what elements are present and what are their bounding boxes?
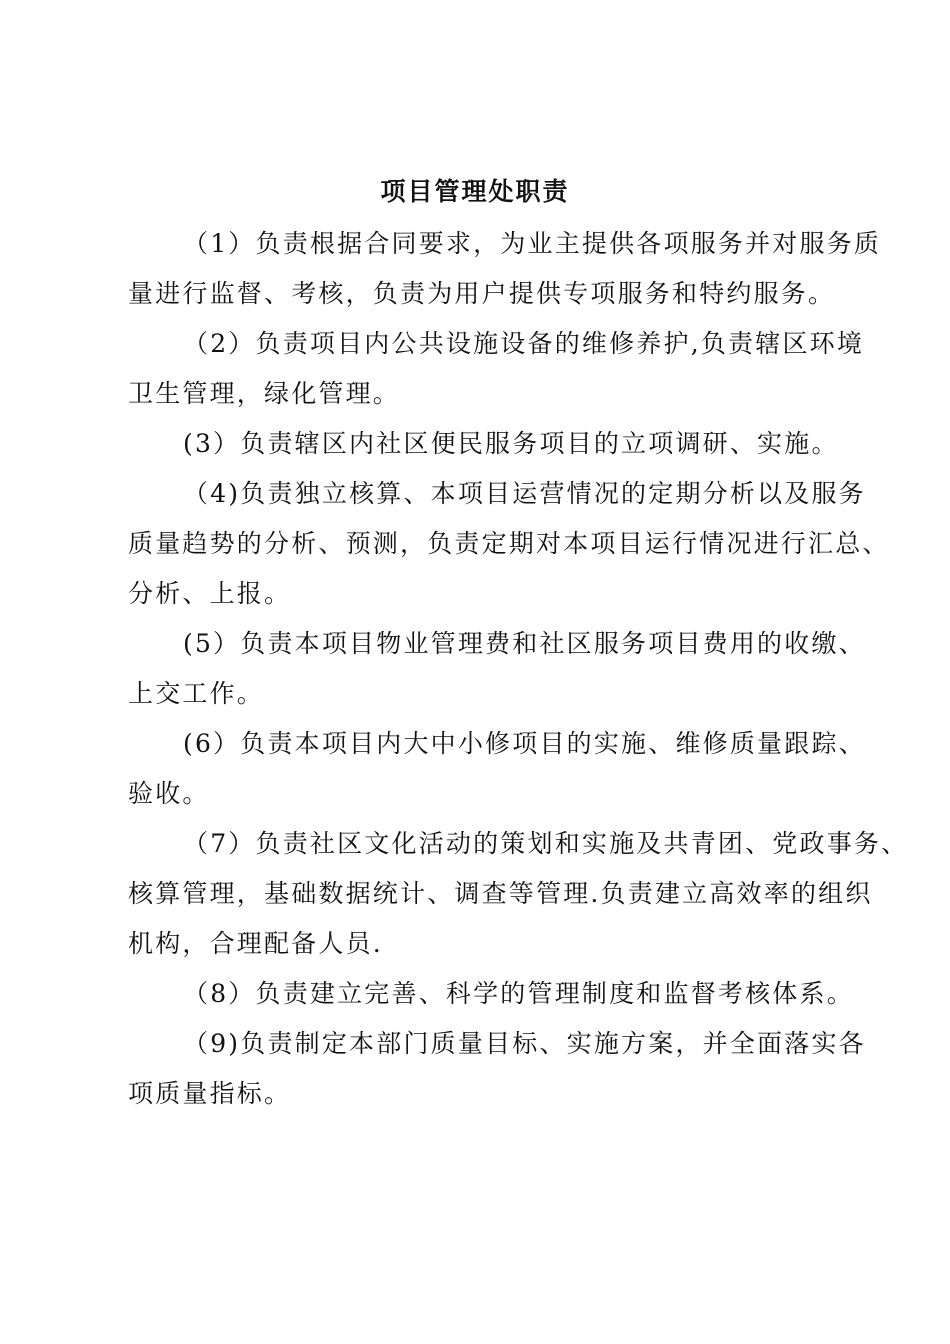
text-line-9: (5）负责本项目物业管理费和社区服务项目费用的收缴、 <box>183 629 866 658</box>
text-line-5: (3）负责辖区内社区便民服务项目的立项调研、实施。 <box>183 429 839 458</box>
text-line-4: 卫生管理，绿化管理。 <box>128 379 401 408</box>
text-line-11: (6）负责本项目内大中小修项目的实施、维修质量跟踪、 <box>183 729 866 758</box>
text-line-7: 质量趋势的分析、预测，负责定期对本项目运行情况进行汇总、 <box>128 529 890 558</box>
text-line-16: （8）负责建立完善、科学的管理制度和监督考核体系。 <box>183 979 854 1008</box>
text-line-14: 核算管理，基础数据统计、调查等管理.负责建立高效率的组织 <box>128 879 873 908</box>
text-line-10: 上交工作。 <box>128 679 265 708</box>
text-line-17: （9)负责制定本部门质量目标、实施方案，并全面落实各 <box>183 1029 866 1058</box>
document-title: 项目管理处职责 <box>380 177 570 206</box>
text-line-13: （7）负责社区文化活动的策划和实施及共青团、党政事务、 <box>183 829 909 858</box>
text-line-1: （1）负责根据合同要求，为业主提供各项服务并对服务质 <box>183 229 882 258</box>
text-line-15: 机构，合理配备人员. <box>128 929 383 958</box>
text-line-12: 验收。 <box>128 779 210 808</box>
text-line-18: 项质量指标。 <box>128 1079 292 1108</box>
text-line-2: 量进行监督、考核，负责为用户提供专项服务和特约服务。 <box>128 279 836 308</box>
text-line-3: （2）负责项目内公共设施设备的维修养护,负责辖区环境 <box>183 329 865 358</box>
text-line-6: （4)负责独立核算、本项目运营情况的定期分析以及服务 <box>183 479 866 508</box>
text-line-8: 分析、上报。 <box>128 579 292 608</box>
